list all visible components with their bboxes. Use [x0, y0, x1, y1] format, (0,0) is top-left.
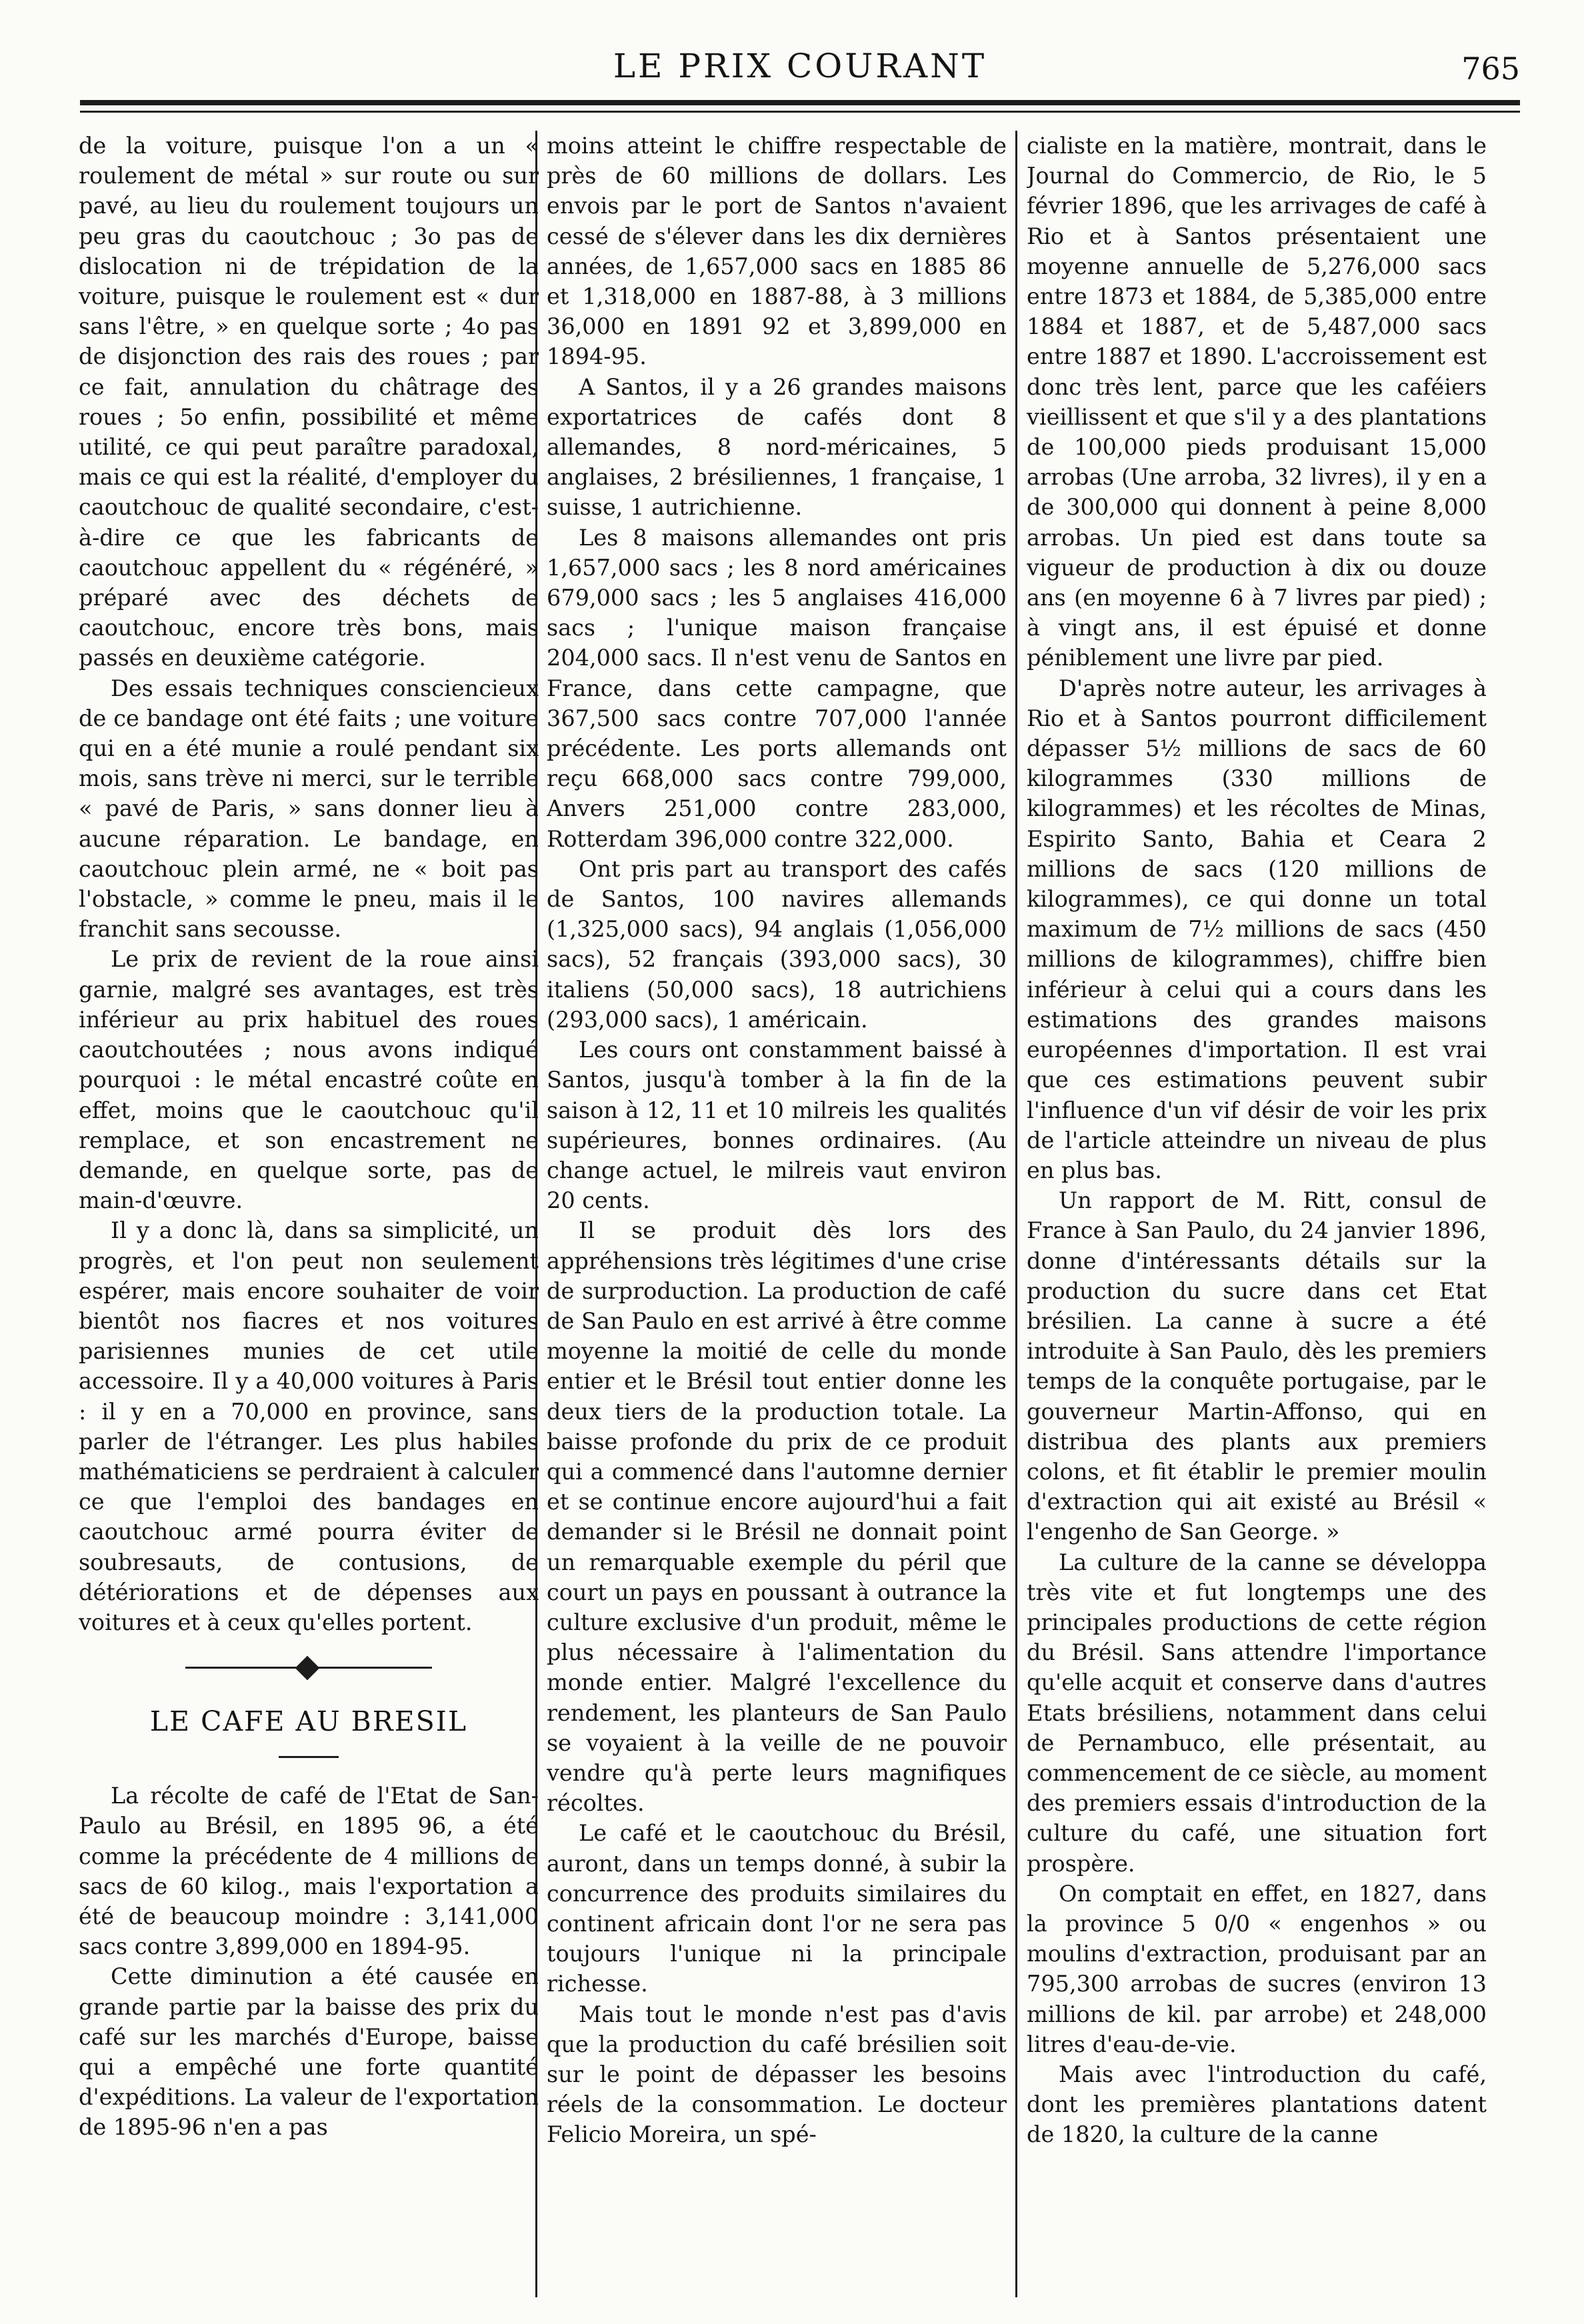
header-rule-thick	[80, 100, 1520, 105]
column-3	[1027, 131, 1487, 2297]
paragraph: Des essais techniques consciencieux de ce bandage ont été faits ; une voiture qui en a été munie a roulé pendant six mois, sans trève ni merci, sur le terrible « pavé de Paris, » sans donner lieu à aucune réparation. Le bandage, en caoutchouc plein armé, ne « boit pas l'obstacle, » comme le pneu, mais il le franchit sans secousse.	[79, 675, 539, 943]
column-separator	[1015, 131, 1017, 2297]
paragraph: moins atteint le chiffre respectable de près de 60 millions de dollars. Les envois par le port de Santos n'avaient cessé de s'élever dans les dix dernières années, de 1,657,000 sacs en 1885 86 et 1,318,000 en 1887-88, à 3 millions 36,000 en 1891 92 et 3,899,000 en 1894-95.	[547, 133, 1007, 370]
heading-rule	[279, 1756, 339, 1758]
paragraph: Un rapport de M. Ritt, consul de France à San Paulo, du 24 janvier 1896, donne d'intéressants détails sur la production du sucre dans cet Etat brésilien. La canne à sucre a été introduite à San Paulo, dès les premiers temps de la conquête portugaise, par le gouverneur Martin-Affonso, qui en distribua des plants aux premiers colons, et fit établir le premier moulin d'extraction qui ait existé au Brésil « l'engenho de San George. »	[1027, 1187, 1487, 1545]
paragraph: La récolte de café de l'Etat de San-Paulo au Brésil, en 1895 96, a été comme la précédente de 4 millions de sacs de 60 kilog., mais l'exportation a été de beaucoup moindre : 3,141,000 sacs contre 3,899,000 en 1894-95.	[79, 1783, 539, 1960]
ornament-diamond	[295, 1656, 320, 1681]
section-heading: LE CAFE AU BRESIL	[149, 1705, 468, 1738]
running-title: LE PRIX COURANT	[613, 47, 987, 85]
page-number: 765	[1461, 51, 1520, 87]
paragraph: Mais tout le monde n'est pas d'avis que la production du café brésilien soit sur le point de dépasser les besoins réels de la consommation. Le docteur Felicio Moreira, un spé-	[547, 2001, 1007, 2148]
paragraph: A Santos, il y a 26 grandes maisons exportatrices de cafés dont 8 allemandes, 8 nord-méricaines, 5 anglaises, 2 brésiliennes, 1 française, 1 suisse, 1 autrichienne.	[547, 373, 1007, 521]
paragraph: Le café et le caoutchouc du Brésil, auront, dans un temps donné, à subir la concurrence des produits similaires du continent africain dont l'or ne sera pas toujours l'unique ni la principale richesse.	[547, 1820, 1007, 1997]
paragraph: La culture de la canne se développa très vite et fut longtemps une des principales productions de cette région du Brésil. Sans attendre l'importance qu'elle acquit et conserve dans d'autres Etats brésiliens, notamment dans celui de Pernambuco, elle présentait, au commencement de ce siècle, au moment des premiers essais d'introduction de la culture du café, une situation fort prospère.	[1027, 1549, 1487, 1877]
column-1	[79, 131, 539, 2297]
paragraph: Les cours ont constamment baissé à Santos, jusqu'à tomber à la fin de la saison à 12, 11 et 10 milreis les qualités supérieures, bonnes ordinaires. (Au change actuel, le milreis vaut environ 20 cents.	[547, 1037, 1007, 1214]
paragraph: Il se produit dès lors des appréhensions très légitimes d'une crise de surproduction. La production de café de San Paulo en est arrivé à être comme moyenne la moitié de celle du monde entier et le Brésil tout entier donne les deux tiers de la production totale. La baisse profonde du prix de ce produit qui a commencé dans l'automne dernier et se continue encore aujourd'hui a fait demander si le Brésil ne donnait point un remarquable exemple du péril que court un pays en poussant à outrance la culture exclusive d'un produit, même le plus nécessaire à l'alimentation du monde entier. Malgré l'excellence du rendement, les planteurs de San Paulo se voyaient à la veille de ne pouvoir vendre qu'à perte leurs magnifiques récoltes.	[547, 1217, 1007, 1817]
page-header	[80, 47, 1520, 100]
header-rule-thin	[80, 111, 1520, 113]
paragraph: cialiste en la matière, montrait, dans le Journal do Commercio, de Rio, le 5 février 1896, que les arrivages de café à Rio et à Santos présentaient une moyenne annuelle de 5,276,000 sacs entre 1873 et 1884, de 5,385,000 entre 1884 et 1887, et de 5,487,000 sacs entre 1887 et 1890. L'accroissement est donc très lent, parce que les caféiers vieillissent et que s'il y a des plantations de 100,000 pieds produisant 15,000 arrobas (Une arroba, 32 livres), il y en a de 300,000 qui donnent à peine 8,000 arrobas. Un pied est dans toute sa vigueur de production à dix ou douze ans (en moyenne 6 à 7 livres par pied) ; à vingt ans, il est épuisé et donne péniblement une livre par pied.	[1027, 133, 1487, 671]
paragraph: Cette diminution a été causée en grande partie par la baisse des prix du café sur les marchés d'Europe, baisse qui a empêché une forte quantité d'expéditions. La valeur de l'exportation de 1895-96 n'en a pas	[79, 1963, 539, 2141]
paragraph: D'après notre auteur, les arrivages à Rio et à Santos pourront difficilement dépasser 5½ millions de sacs de 60 kilogrammes (330 millions de kilogrammes) et les récoltes de Minas, Espirito Santo, Bahia et Ceara 2 millions de sacs (120 millions de kilogrammes), ce qui donne un total maximum de 7½ millions de sacs (450 millions de kilogrammes), chiffre bien inférieur à celui qui a cours dans les estimations des grandes maisons européennes d'importation. Il est vrai que ces estimations peuvent subir l'influence d'un vif désir de voir les prix de l'article atteindre un niveau de plus en plus bas.	[1027, 675, 1487, 1183]
paragraph: Le prix de revient de la roue ainsi garnie, malgré ses avantages, est très inférieur au prix habituel des roues caoutchoutées ; nous avons indiqué pourquoi : le métal encastré coûte en effet, moins que le caoutchouc qu'il remplace, et son encastrement ne demande, en quelque sorte, pas de main-d'œuvre.	[79, 946, 539, 1214]
paragraph: Les 8 maisons allemandes ont pris 1,657,000 sacs ; les 8 nord américaines 679,000 sacs ; les 5 anglaises 416,000 sacs ; l'unique maison française 204,000 sacs. Il n'est venu de Santos en France, dans cette campagne, que 367,500 sacs contre 707,000 l'année précédente. Les ports allemands ont reçu 668,000 sacs contre 799,000, Anvers 251,000 contre 283,000, Rotterdam 396,000 contre 322,000.	[547, 524, 1007, 852]
paragraph: Mais avec l'introduction du café, dont les premières plantations datent de 1820, la culture de la canne	[1027, 2061, 1487, 2148]
paragraph: Ont pris part au transport des cafés de Santos, 100 navires allemands (1,325,000 sacs), 94 anglais (1,056,000 sacs), 52 français (393,000 sacs), 30 italiens (50,000 sacs), 18 autrichiens (293,000 sacs), 1 américain.	[547, 855, 1007, 1033]
section-ornament	[79, 1648, 539, 1688]
column-2	[547, 131, 1007, 2297]
paragraph: Il y a donc là, dans sa simplicité, un progrès, et l'on peut non seulement espérer, mais encore souhaiter de voir bientôt nos fiacres et nos voitures parisiennes munies de cet utile accessoire. Il y a 40,000 voitures à Paris : il y en a 70,000 en province, sans parler de l'étranger. Les plus habiles mathématiciens se perdraient à calculer ce que l'emploi des bandages en caoutchouc armé pourra éviter de soubresauts, de contusions, de détériorations et de dépenses aux voitures et à ceux qu'elles portent.	[79, 1217, 539, 1635]
paragraph: de la voiture, puisque l'on a un « roulement de métal » sur route ou sur pavé, au lieu du roulement toujours un peu gras du caoutchouc ; 3o pas de dislocation ni de trépidation de la voiture, puisque le roulement est « dur sans l'être, » en quelque sorte ; 4o pas de disjonction des rais des roues ; par ce fait, annulation du châtrage des roues ; 5o enfin, possibilité et même utilité, ce qui peut paraître paradoxal, mais ce qui est la réalité, d'employer du caoutchouc de qualité secondaire, c'est-à-dire ce que les fabricants de caoutchouc appellent du « régénéré, » préparé avec des déchets de caoutchouc, encore très bons, mais passés en deuxième catégorie.	[79, 133, 539, 671]
paragraph: On comptait en effet, en 1827, dans la province 5 0/0 « engenhos » ou moulins d'extraction, produisant par an 795,300 arrobas de sucres (environ 13 millions de kil. par arrobe) et 248,000 litres d'eau-de-vie.	[1027, 1880, 1487, 2057]
